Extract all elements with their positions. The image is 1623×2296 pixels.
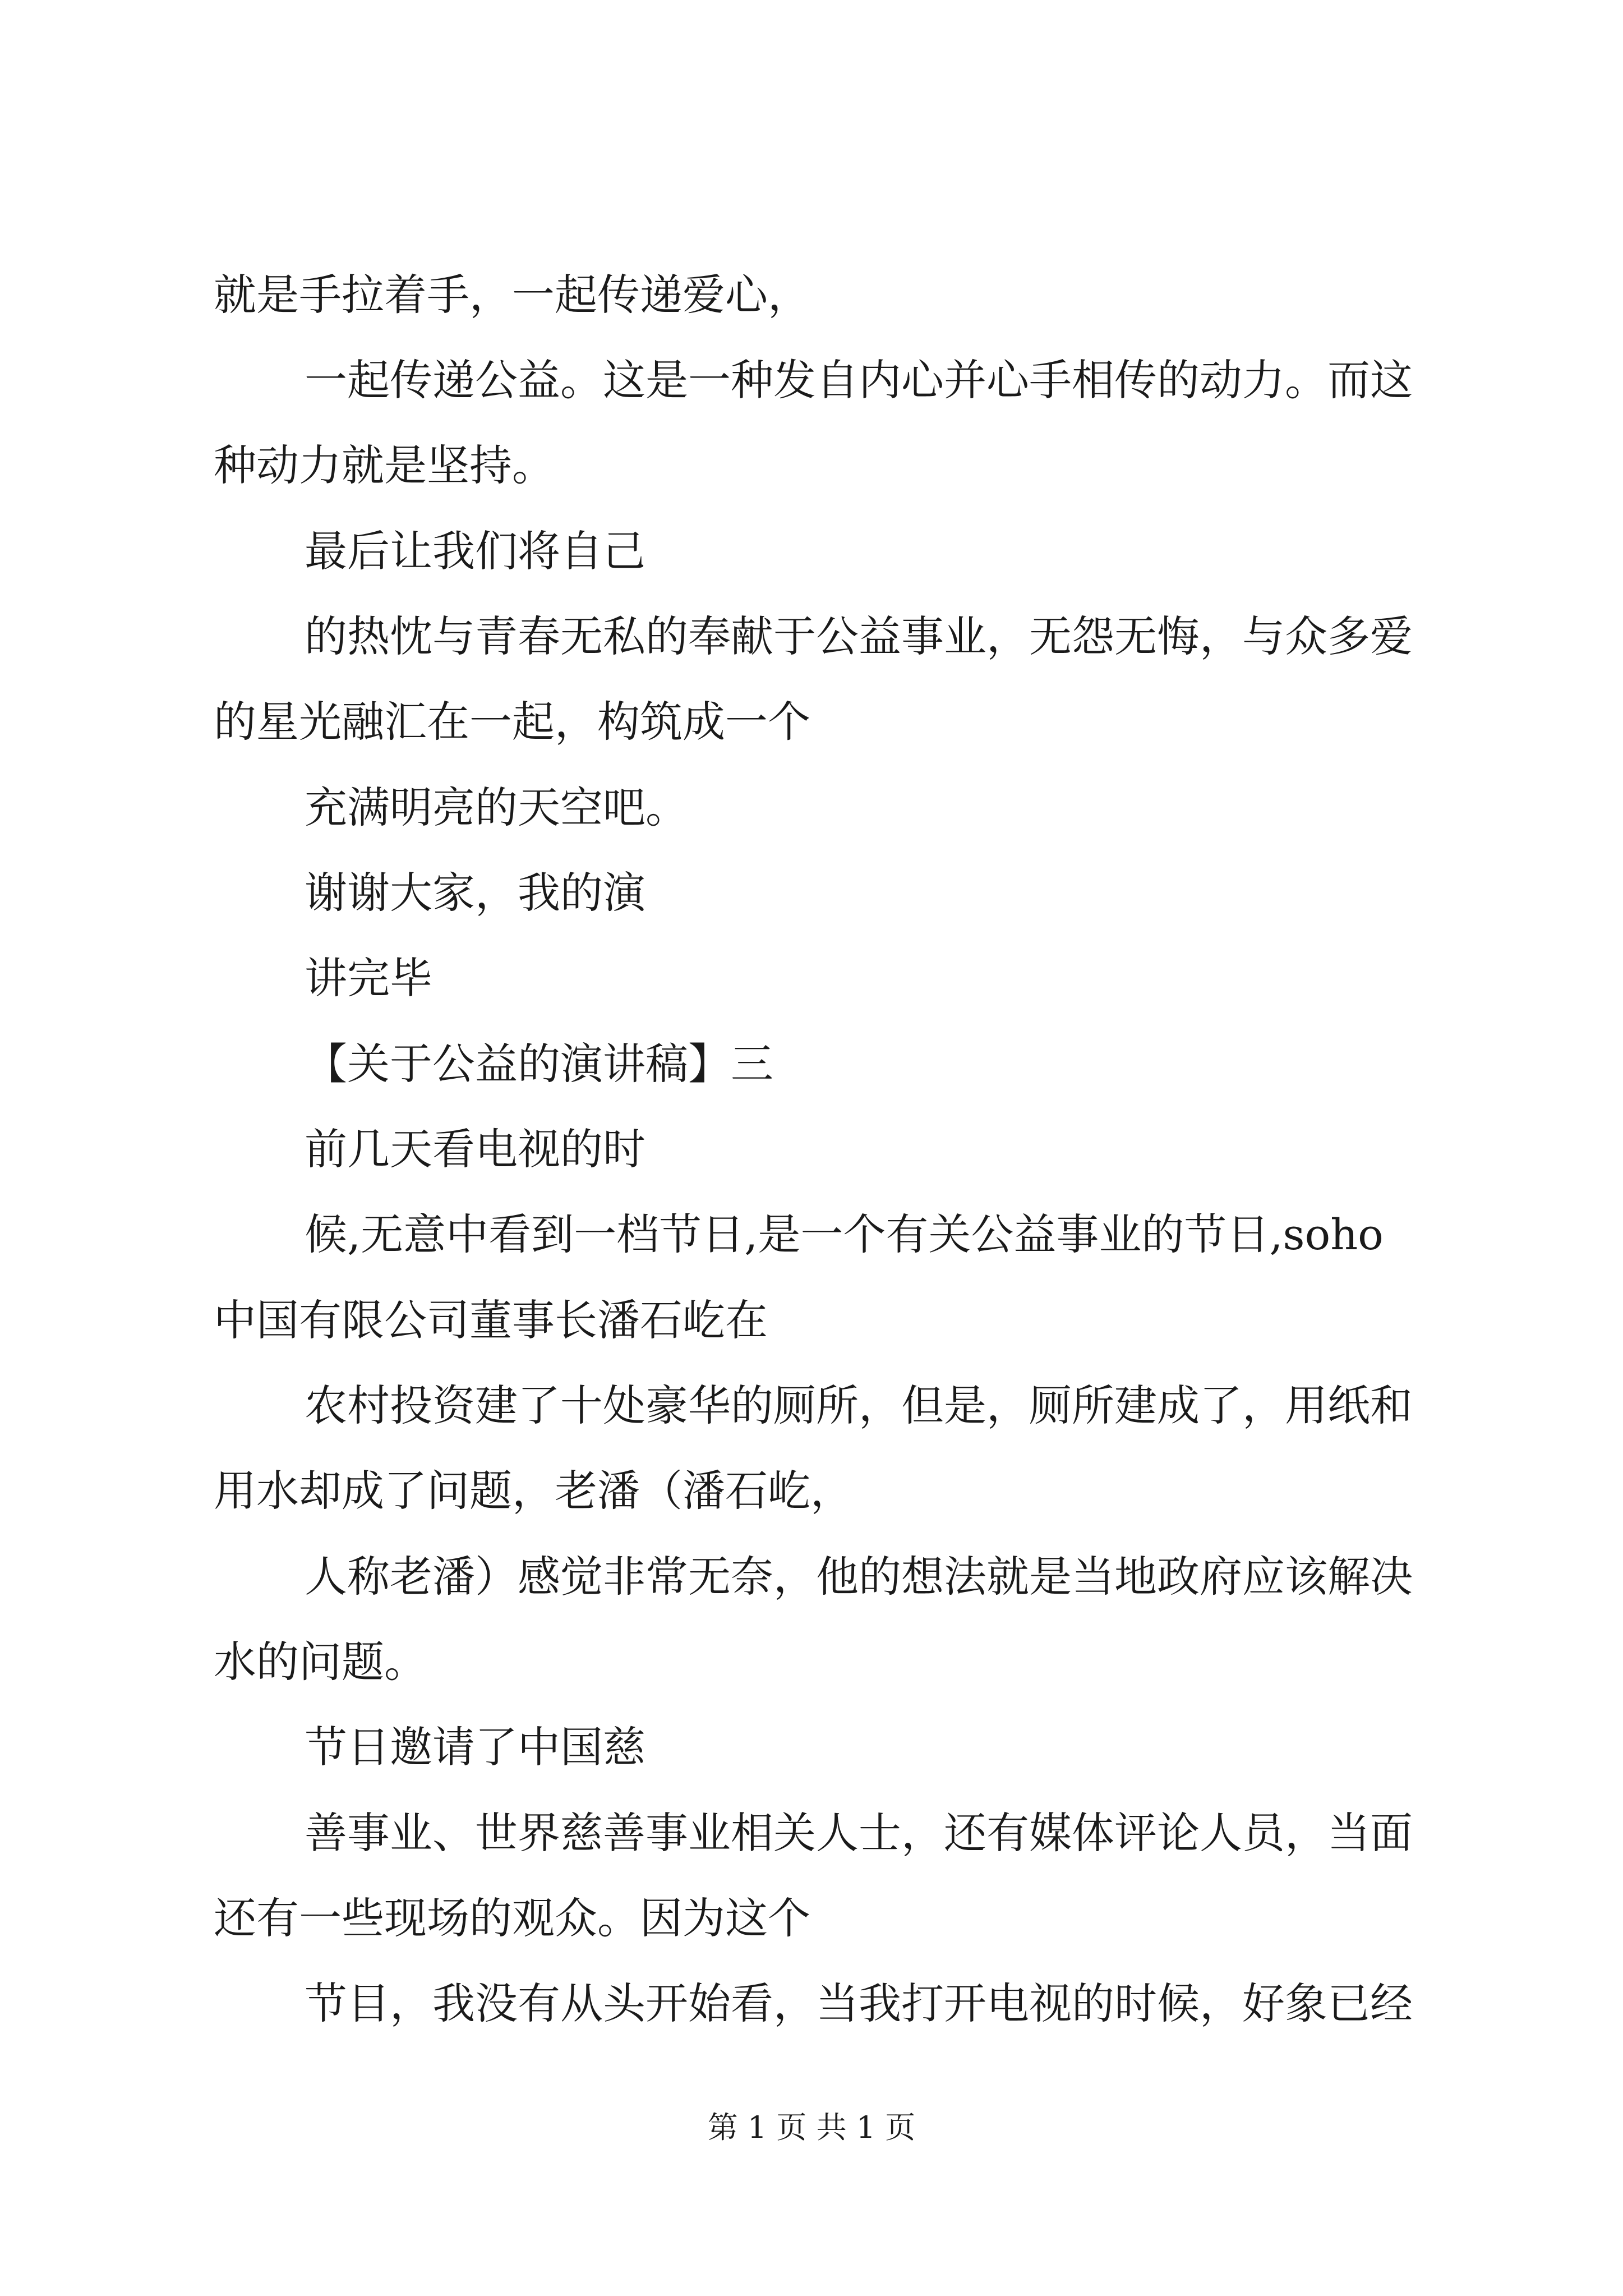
text-line: 用水却成了问题，老潘（潘石屹， (214, 1466, 853, 1516)
text-line: 候,无意中看到一档节日,是一个有关公益事业的节日,soho (305, 1209, 1384, 1259)
section-heading: 【关于公益的演讲稿】三 (305, 1039, 773, 1089)
text-line: 的星光融汇在一起，构筑成一个 (214, 697, 810, 747)
text-line: 种动力就是坚持。 (214, 440, 555, 490)
text-line: 中国有限公司董事长潘石屹在 (214, 1295, 768, 1345)
text-line: 就是手拉着手，一起传递爱心， (214, 270, 810, 320)
text-line: 讲完毕 (305, 953, 432, 1003)
text-line: 的热忱与青春无私的奉献于公益事业，无怨无悔，与众多爱 (305, 611, 1413, 661)
text-line: 节目，我没有从头开始看，当我打开电视的时候，好象已经 (305, 1978, 1413, 2028)
page-footer: 第 1 页 共 1 页 (707, 2110, 916, 2145)
text-line: 农村投资建了十处豪华的厕所，但是，厕所建成了，用纸和 (305, 1381, 1413, 1430)
text-line: 善事业、世界慈善事业相关人士，还有媒体评论人员，当面 (305, 1808, 1413, 1858)
text-line: 还有一些现场的观众。因为这个 (214, 1893, 810, 1943)
text-line: 节日邀请了中国慈 (305, 1722, 645, 1772)
text-line: 充满明亮的天空吧。 (305, 783, 688, 832)
text-line: 前几天看电视的时 (305, 1124, 645, 1174)
text-line: 谢谢大家，我的演 (305, 868, 645, 918)
text-line: 最后让我们将自己 (305, 526, 645, 576)
text-line: 一起传递公益。这是一种发自内心并心手相传的动力。而这 (305, 355, 1413, 405)
text-line: 人称老潘）感觉非常无奈，他的想法就是当地政府应该解决 (305, 1552, 1413, 1602)
text-line: 水的问题。 (214, 1637, 427, 1687)
